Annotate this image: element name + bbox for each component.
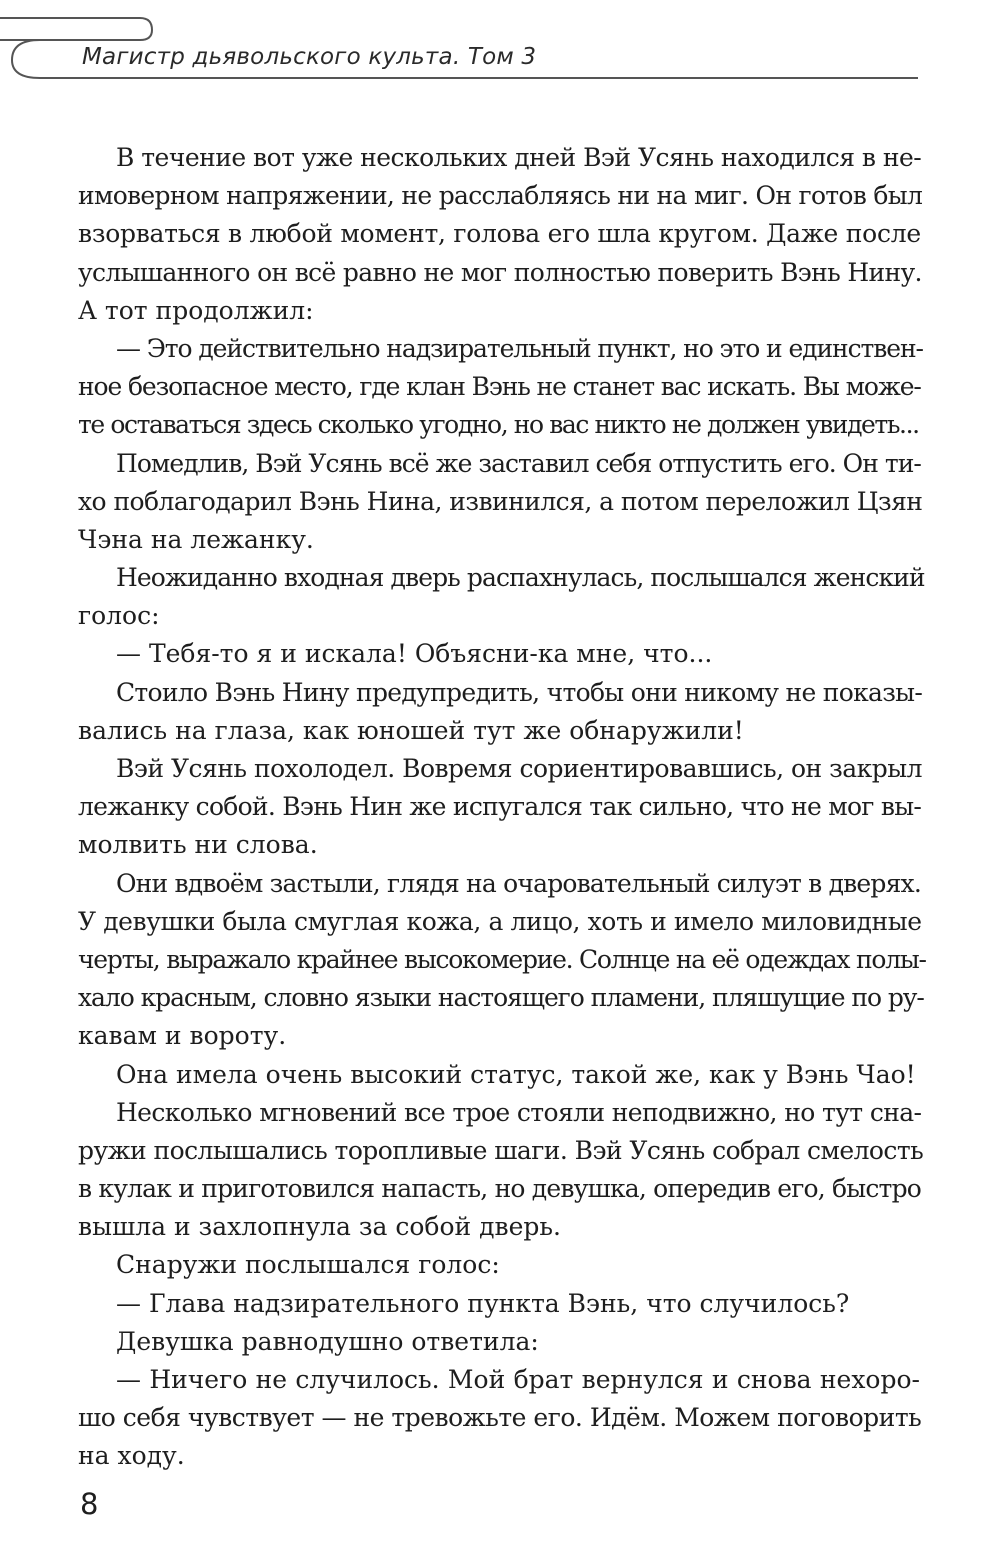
- text-line: Девушка равнодушно ответила:: [116, 1326, 539, 1356]
- text-line: на ходу.: [78, 1441, 185, 1471]
- running-header-title: Магистр дьявольского культа. Том 3: [82, 44, 537, 70]
- text-line: имоверном напряжении, не расслабляясь ни на миг. Он готов был: [78, 181, 923, 211]
- text-line: Неожиданно входная дверь распахнулась, послышался женский: [116, 563, 925, 593]
- text-line: Чэна на лежанку.: [78, 524, 314, 554]
- text-line: вышла и захлопнула за собой дверь.: [78, 1212, 561, 1242]
- text-line: ружи послышались торопливые шаги. Вэй Усянь собрал смелость: [78, 1135, 924, 1165]
- paragraph: [78, 445, 923, 560]
- text-line: Стоило Вэнь Нину предупредить, чтобы они никому не показы-: [116, 677, 923, 707]
- text-line: шо себя чувствует — не тревожьте его. Идём. Можем поговорить: [78, 1403, 922, 1433]
- text-line: — Это действительно надзирательный пункт, но это и единствен-: [116, 333, 923, 363]
- text-line: услышанного он всё равно не мог полностью поверить Вэнь Нину.: [78, 257, 922, 287]
- paragraph: [78, 1361, 920, 1476]
- text-line: В течение вот уже нескольких дней Вэй Усянь находился в не-: [116, 143, 922, 172]
- text-line: У девушки была смуглая кожа, а лицо, хоть и имело миловидные: [78, 906, 922, 936]
- text-line: молвить ни слова.: [78, 830, 318, 860]
- body-text: [78, 139, 926, 1476]
- paragraph: [78, 1323, 920, 1361]
- text-line: — Глава надзирательного пункта Вэнь, что случилось?: [116, 1288, 850, 1318]
- text-line: Вэй Усянь похолодел. Вовремя сориентировавшись, он закрыл: [116, 754, 922, 783]
- text-line: в кулак и приготовился напасть, но девушка, опередив его, быстро: [78, 1174, 922, 1204]
- text-line: хало красным, словно языки настоящего пламени, пляшущие по ру-: [78, 983, 924, 1013]
- paragraph: [78, 1094, 924, 1247]
- page-number: 8: [80, 1487, 99, 1521]
- text-line: вались на глаза, как юношей тут же обнаружили!: [78, 715, 744, 745]
- text-line: Помедлив, Вэй Усянь всё же заставил себя отпустить его. Он ти-: [116, 448, 921, 478]
- paragraph: [78, 1285, 920, 1323]
- paragraph: [78, 1056, 920, 1094]
- text-line: ное безопасное место, где клан Вэнь не станет вас искать. Вы може-: [78, 372, 921, 402]
- text-line: Она имела очень высокий статус, такой же, как у Вэнь Чао!: [116, 1059, 916, 1089]
- text-line: — Тебя-то я и искала! Объясни-ка мне, что...: [116, 639, 713, 669]
- paragraph: [78, 1246, 920, 1284]
- paragraph: [78, 750, 920, 865]
- text-line: те оставаться здесь сколько угодно, но вас никто не должен увидеть...: [78, 410, 919, 440]
- paragraph: [78, 559, 925, 635]
- text-line: Снаружи послышался голос:: [116, 1250, 500, 1280]
- text-line: хо поблагодарил Вэнь Нина, извинился, а потом переложил Цзян: [78, 486, 923, 516]
- text-line: — Ничего не случилось. Мой брат вернулся и снова нехоро-: [116, 1365, 920, 1394]
- paragraph: [78, 865, 926, 1056]
- text-line: Они вдвоём застыли, глядя на очаровательный силуэт в дверях.: [116, 868, 921, 898]
- text-line: взорваться в любой момент, голова его шла кругом. Даже после: [78, 219, 921, 249]
- text-line: Несколько мгновений все трое стояли неподвижно, но тут сна-: [116, 1097, 922, 1127]
- paragraph: [78, 674, 923, 750]
- paragraph: [78, 139, 923, 330]
- paragraph: [78, 330, 923, 445]
- paragraph: [78, 635, 920, 673]
- text-line: лежанку собой. Вэнь Нин же испугался так сильно, что не мог вы-: [78, 792, 922, 822]
- text-line: голос:: [78, 601, 160, 631]
- text-line: черты, выражало крайнее высокомерие. Солнце на её одеждах полы-: [78, 944, 926, 974]
- text-line: кавам и вороту.: [78, 1021, 287, 1051]
- text-line: А тот продолжил:: [78, 295, 314, 325]
